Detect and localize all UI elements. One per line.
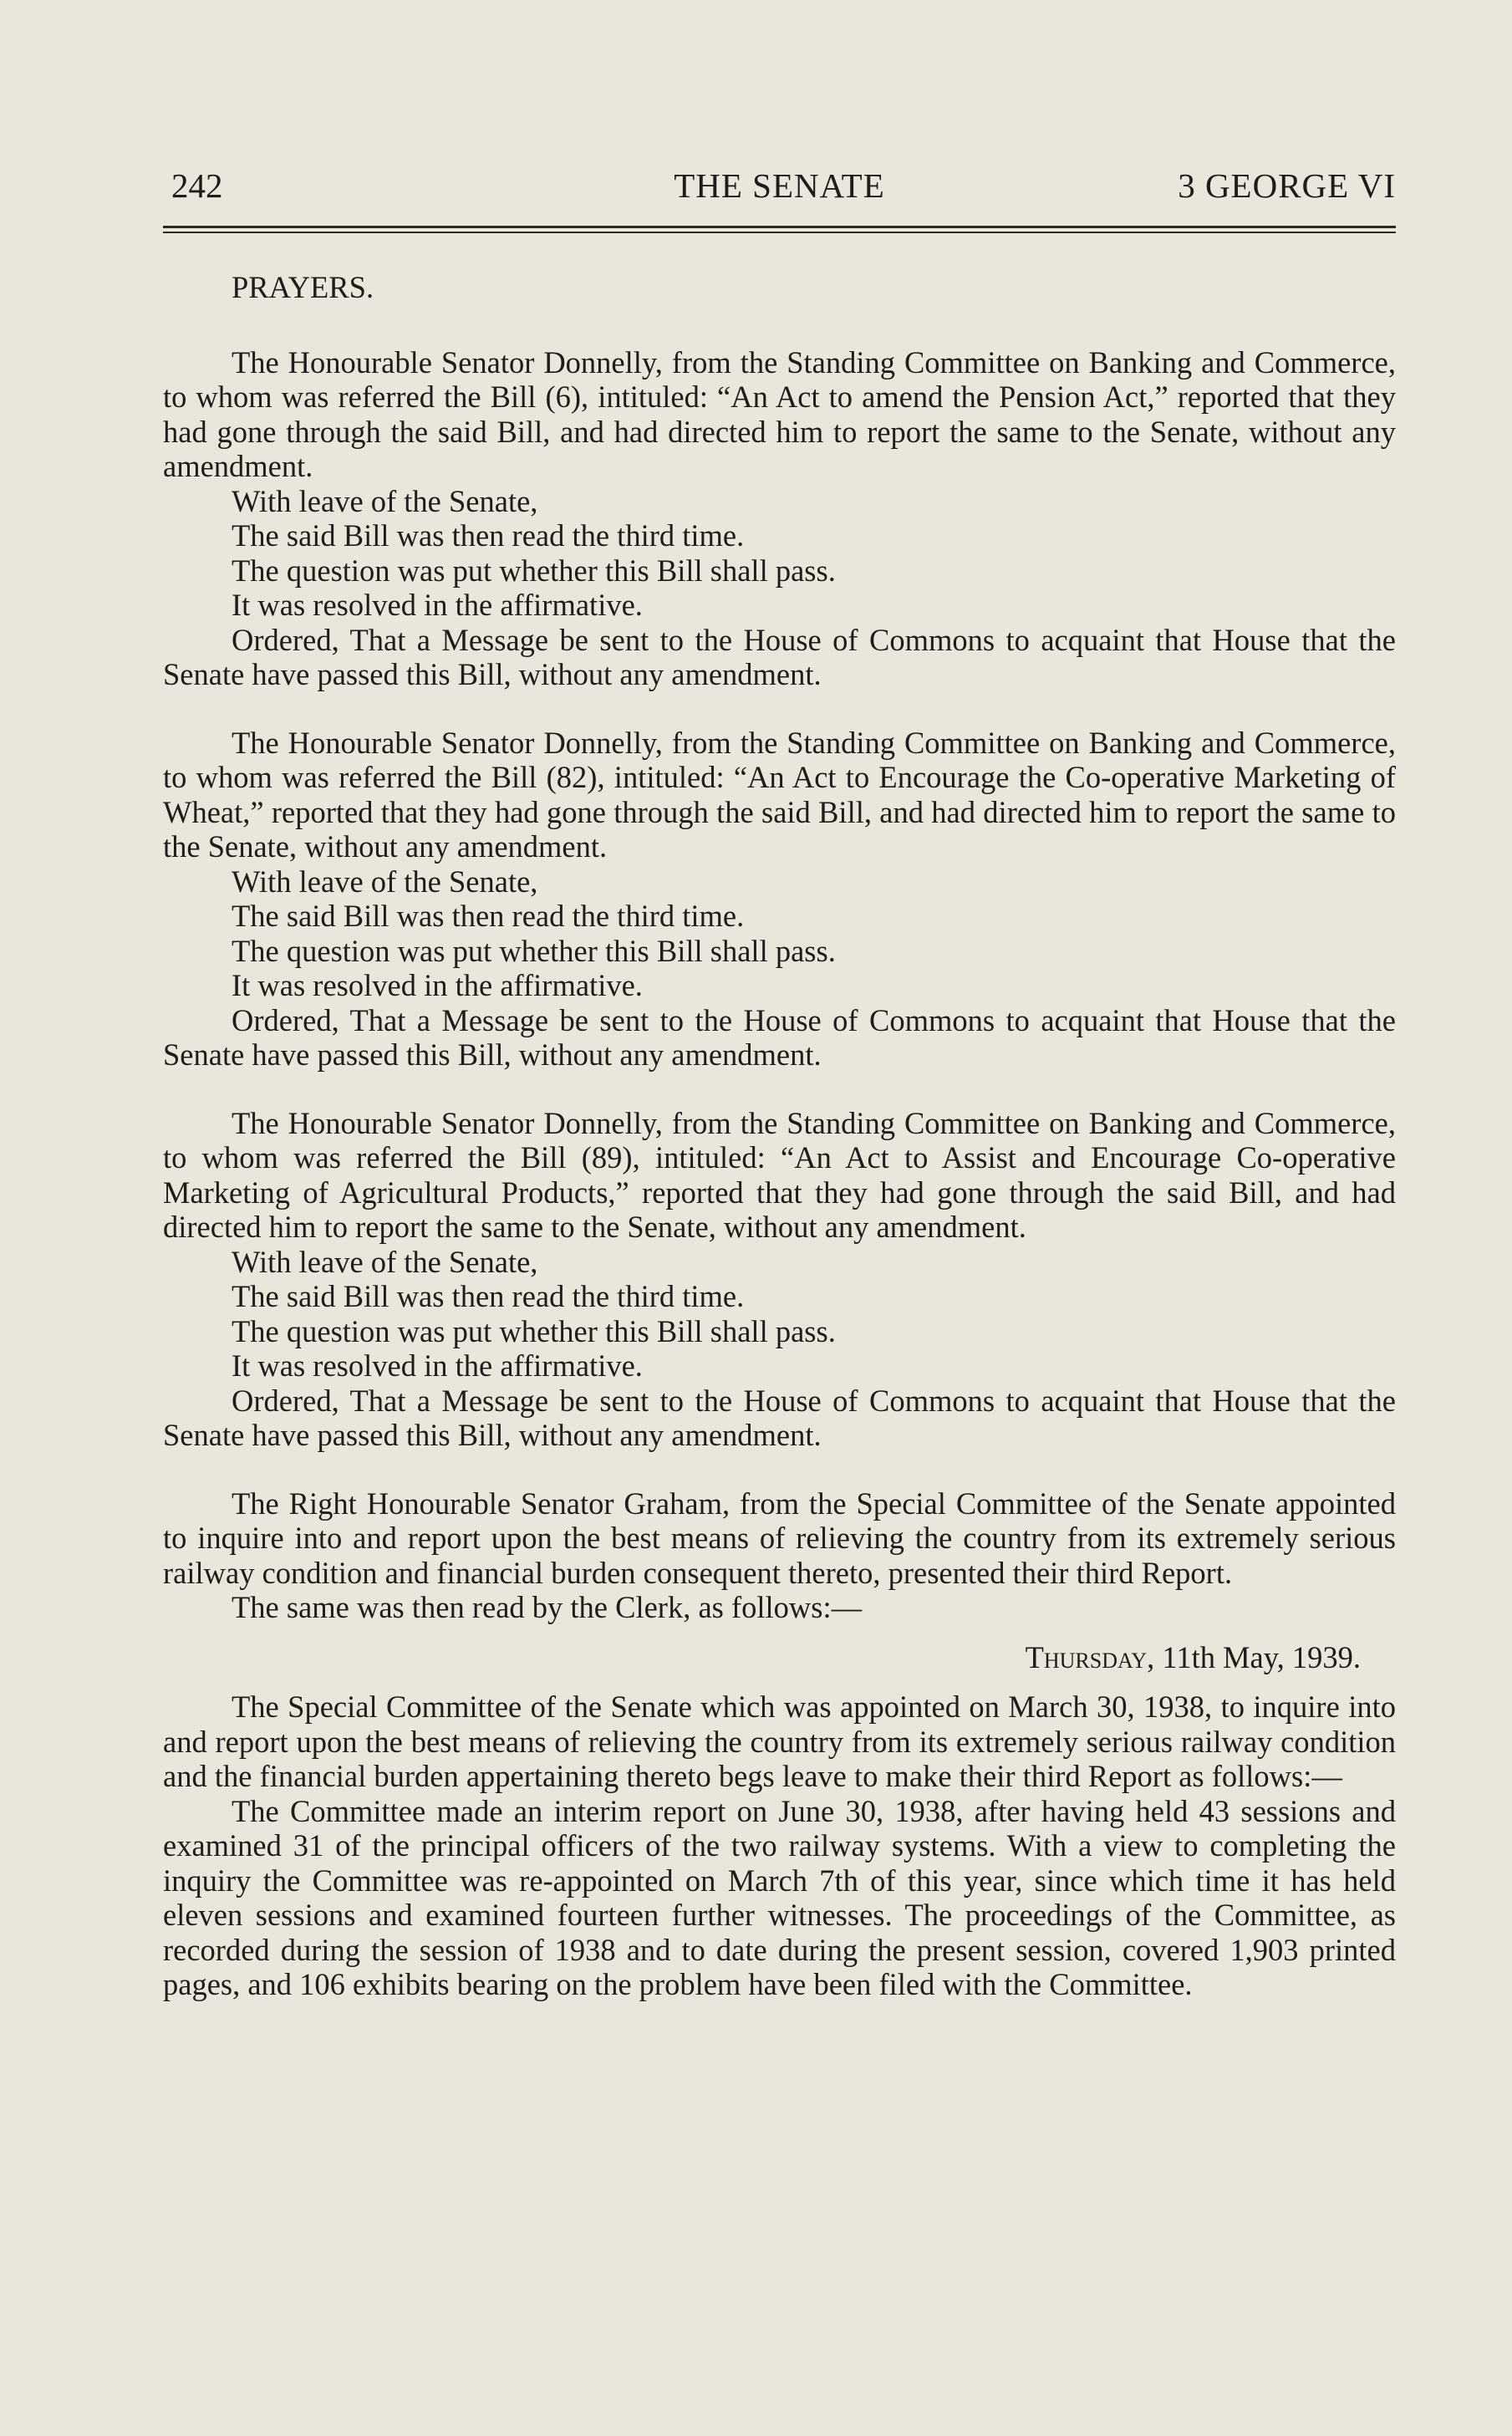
third-reading-line: The said Bill was then read the third time.: [232, 899, 745, 933]
graham-paragraph: The Right Honourable Senator Graham, from the Special Committee of the Senate appointed to inquire into and report upon the best means of relieving the country from its extremely serious railway condition and financial burden consequent thereto, presented their third Report.: [163, 1486, 1396, 1590]
report-dateline: [163, 1640, 1361, 1675]
report-paragraph-2: The Committee made an interim report on June 30, 1938, after having held 43 sessions and examined 31 of the principal officers of the two railway systems. With a view to completing the inquiry the Committee was re-appointed on March 7th of this year, since which time it has held eleven sessions and examined fourteen further witnesses. The proceedings of the Committee, as recorded during the session of 1938 and to date during the present session, covered 1,903 printed pages, and 106 exhibits bearing on the problem have been filed with the Committee.: [163, 1793, 1396, 2001]
journal-page: [163, 150, 1396, 2002]
clerk-reading-line: The same was then read by the Clerk, as follows:—: [232, 1590, 863, 1624]
leave-line: With leave of the Senate,: [232, 1244, 538, 1279]
bill-6-section: [163, 345, 1396, 692]
section-gap: [163, 1453, 1396, 1486]
question-line: The question was put whether this Bill shall pass.: [232, 553, 836, 588]
page-header: [163, 150, 1396, 217]
section-gap: [163, 692, 1396, 726]
report-paragraph-1: The Special Committee of the Senate which was appointed on March 30, 1938, to inquire into and report upon the best means of relieving the country from its extremely serious railway condition and the financial burden appertaining thereto begs leave to make their third Report as follows:—: [163, 1689, 1396, 1793]
resolved-line: It was resolved in the affirmative.: [232, 588, 643, 622]
ordered-paragraph: Ordered, That a Message be sent to the House of Commons to acquaint that House that the Senate have passed this Bill, without any amendment.: [163, 1002, 1396, 1072]
running-title: THE SENATE: [674, 166, 885, 205]
report-date-rest: , 11th May, 1939.: [1147, 1639, 1361, 1674]
committee-report-paragraph: The Honourable Senator Donnelly, from the Standing Committee on Banking and Commerce, to whom was referred the Bill (89), intituled: “An Act to Assist and Encourage Co-operative Marketing of Agricultural Products,” reported that they had gone through the said Bill, and had directed him to report the same to the Senate, without any amendment.: [163, 1105, 1396, 1244]
section-gap: [163, 1073, 1396, 1106]
page-number: 242: [171, 166, 223, 205]
ordered-paragraph: Ordered, That a Message be sent to the House of Commons to acquaint that House that the Senate have passed this Bill, without any amendment.: [163, 1383, 1396, 1452]
committee-report-paragraph: The Honourable Senator Donnelly, from the Standing Committee on Banking and Commerce, to whom was referred the Bill (6), intituled: “An Act to amend the Pension Act,” reported that they had gone through the said Bill, and had directed him to report the same to the Senate, without any amendment.: [163, 344, 1396, 483]
regnal-year: 3 GEORGE VI: [1178, 166, 1396, 205]
question-line: The question was put whether this Bill shall pass.: [232, 933, 836, 968]
report-date-day: Thursday: [1025, 1639, 1148, 1674]
resolved-line: It was resolved in the affirmative.: [232, 968, 643, 1002]
ordered-paragraph: Ordered, That a Message be sent to the House of Commons to acquaint that House that the Senate have passed this Bill, without any amendment.: [163, 622, 1396, 691]
resolved-line: It was resolved in the affirmative.: [232, 1348, 643, 1383]
graham-report-section: [163, 1486, 1396, 1625]
header-rule: [163, 226, 1396, 233]
leave-line: With leave of the Senate,: [232, 483, 538, 518]
page-body: [163, 270, 1396, 2002]
question-line: The question was put whether this Bill shall pass.: [232, 1313, 836, 1348]
bill-82-section: [163, 726, 1396, 1073]
leave-line: With leave of the Senate,: [232, 864, 538, 899]
prayers-heading: PRAYERS.: [232, 270, 374, 304]
bill-89-section: [163, 1106, 1396, 1453]
third-reading-line: The said Bill was then read the third time.: [232, 1279, 745, 1313]
committee-report-paragraph: The Honourable Senator Donnelly, from the Standing Committee on Banking and Commerce, to whom was referred the Bill (82), intituled: “An Act to Encourage the Co-operative Marketing of Wheat,” reported that they had gone through the said Bill, and had directed him to report the same to the Senate, without any amendment.: [163, 725, 1396, 864]
third-reading-line: The said Bill was then read the third time.: [232, 518, 745, 553]
